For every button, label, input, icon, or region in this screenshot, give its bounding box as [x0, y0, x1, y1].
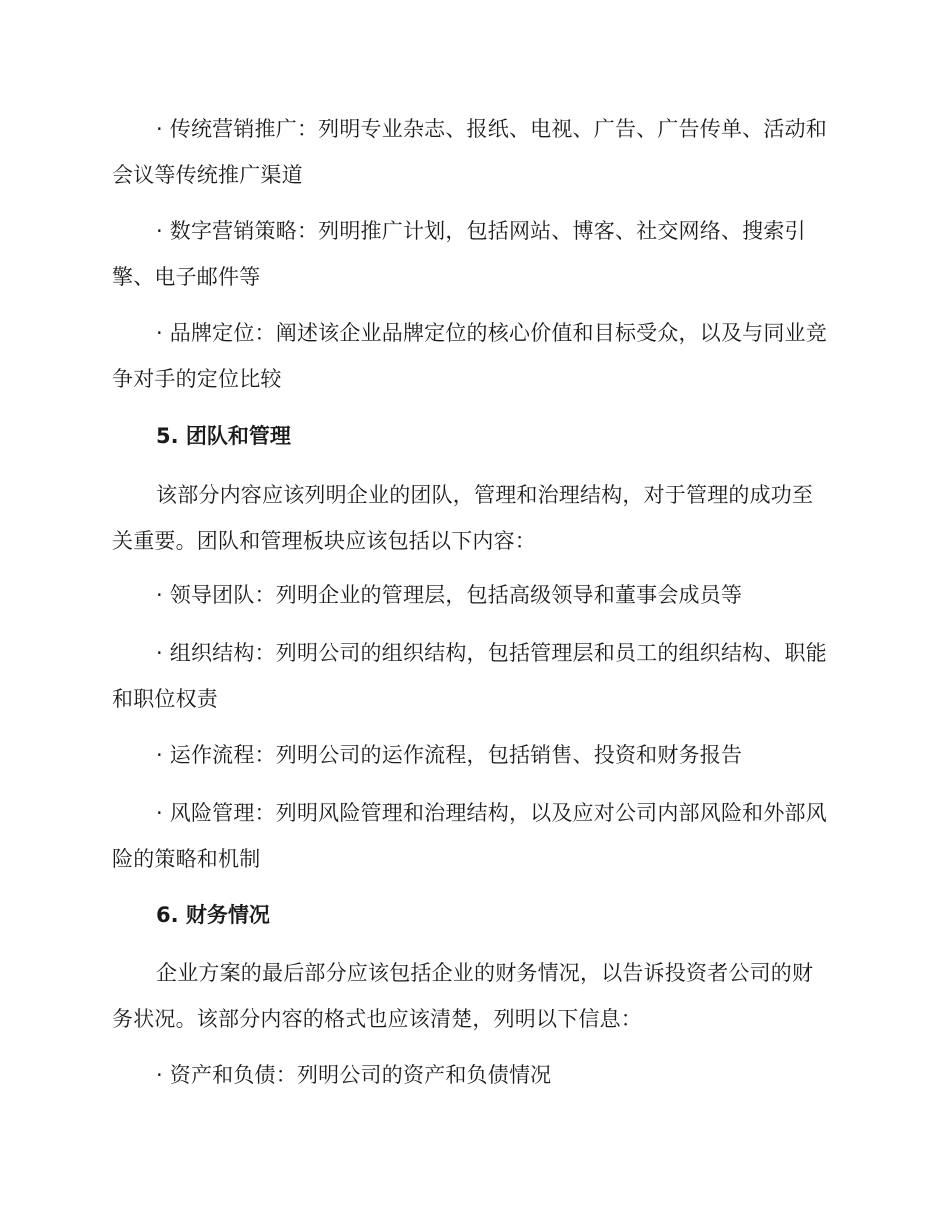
bullet-org-structure: · 组织结构：列明公司的组织结构，包括管理层和员工的组织结构、职能和职位权责 — [112, 641, 827, 711]
paragraph-team-intro: 该部分内容应该列明企业的团队，管理和治理结构，对于管理的成功至关重要。团队和管理板块应该包括以下内容： — [112, 483, 814, 553]
bullet-assets-liabilities: · 资产和负债：列明公司的资产和负债情况 — [156, 1063, 552, 1087]
bullet-digital-marketing: · 数字营销策略：列明推广计划，包括网站、博客、社交网络、搜索引擎、电子邮件等 — [112, 219, 806, 289]
paragraph-financials-intro: 企业方案的最后部分应该包括企业的财务情况，以告诉投资者公司的财务状况。该部分内容的格式也应该清楚，列明以下信息： — [112, 961, 814, 1031]
heading-financials: 6. 财务情况 — [156, 903, 270, 927]
bullet-traditional-marketing: · 传统营销推广：列明专业杂志、报纸、电视、广告、广告传单、活动和会议等传统推广渠道 — [112, 117, 827, 187]
bullet-brand-positioning: · 品牌定位：阐述该企业品牌定位的核心价值和目标受众，以及与同业竞争对手的定位比较 — [112, 321, 827, 391]
bullet-operations: · 运作流程：列明公司的运作流程，包括销售、投资和财务报告 — [156, 743, 743, 767]
heading-team-management: 5. 团队和管理 — [156, 424, 291, 448]
bullet-risk-management: · 风险管理：列明风险管理和治理结构，以及应对公司内部风险和外部风险的策略和机制 — [112, 801, 827, 871]
bullet-leadership-team: · 领导团队：列明企业的管理层，包括高级领导和董事会成员等 — [156, 583, 743, 607]
